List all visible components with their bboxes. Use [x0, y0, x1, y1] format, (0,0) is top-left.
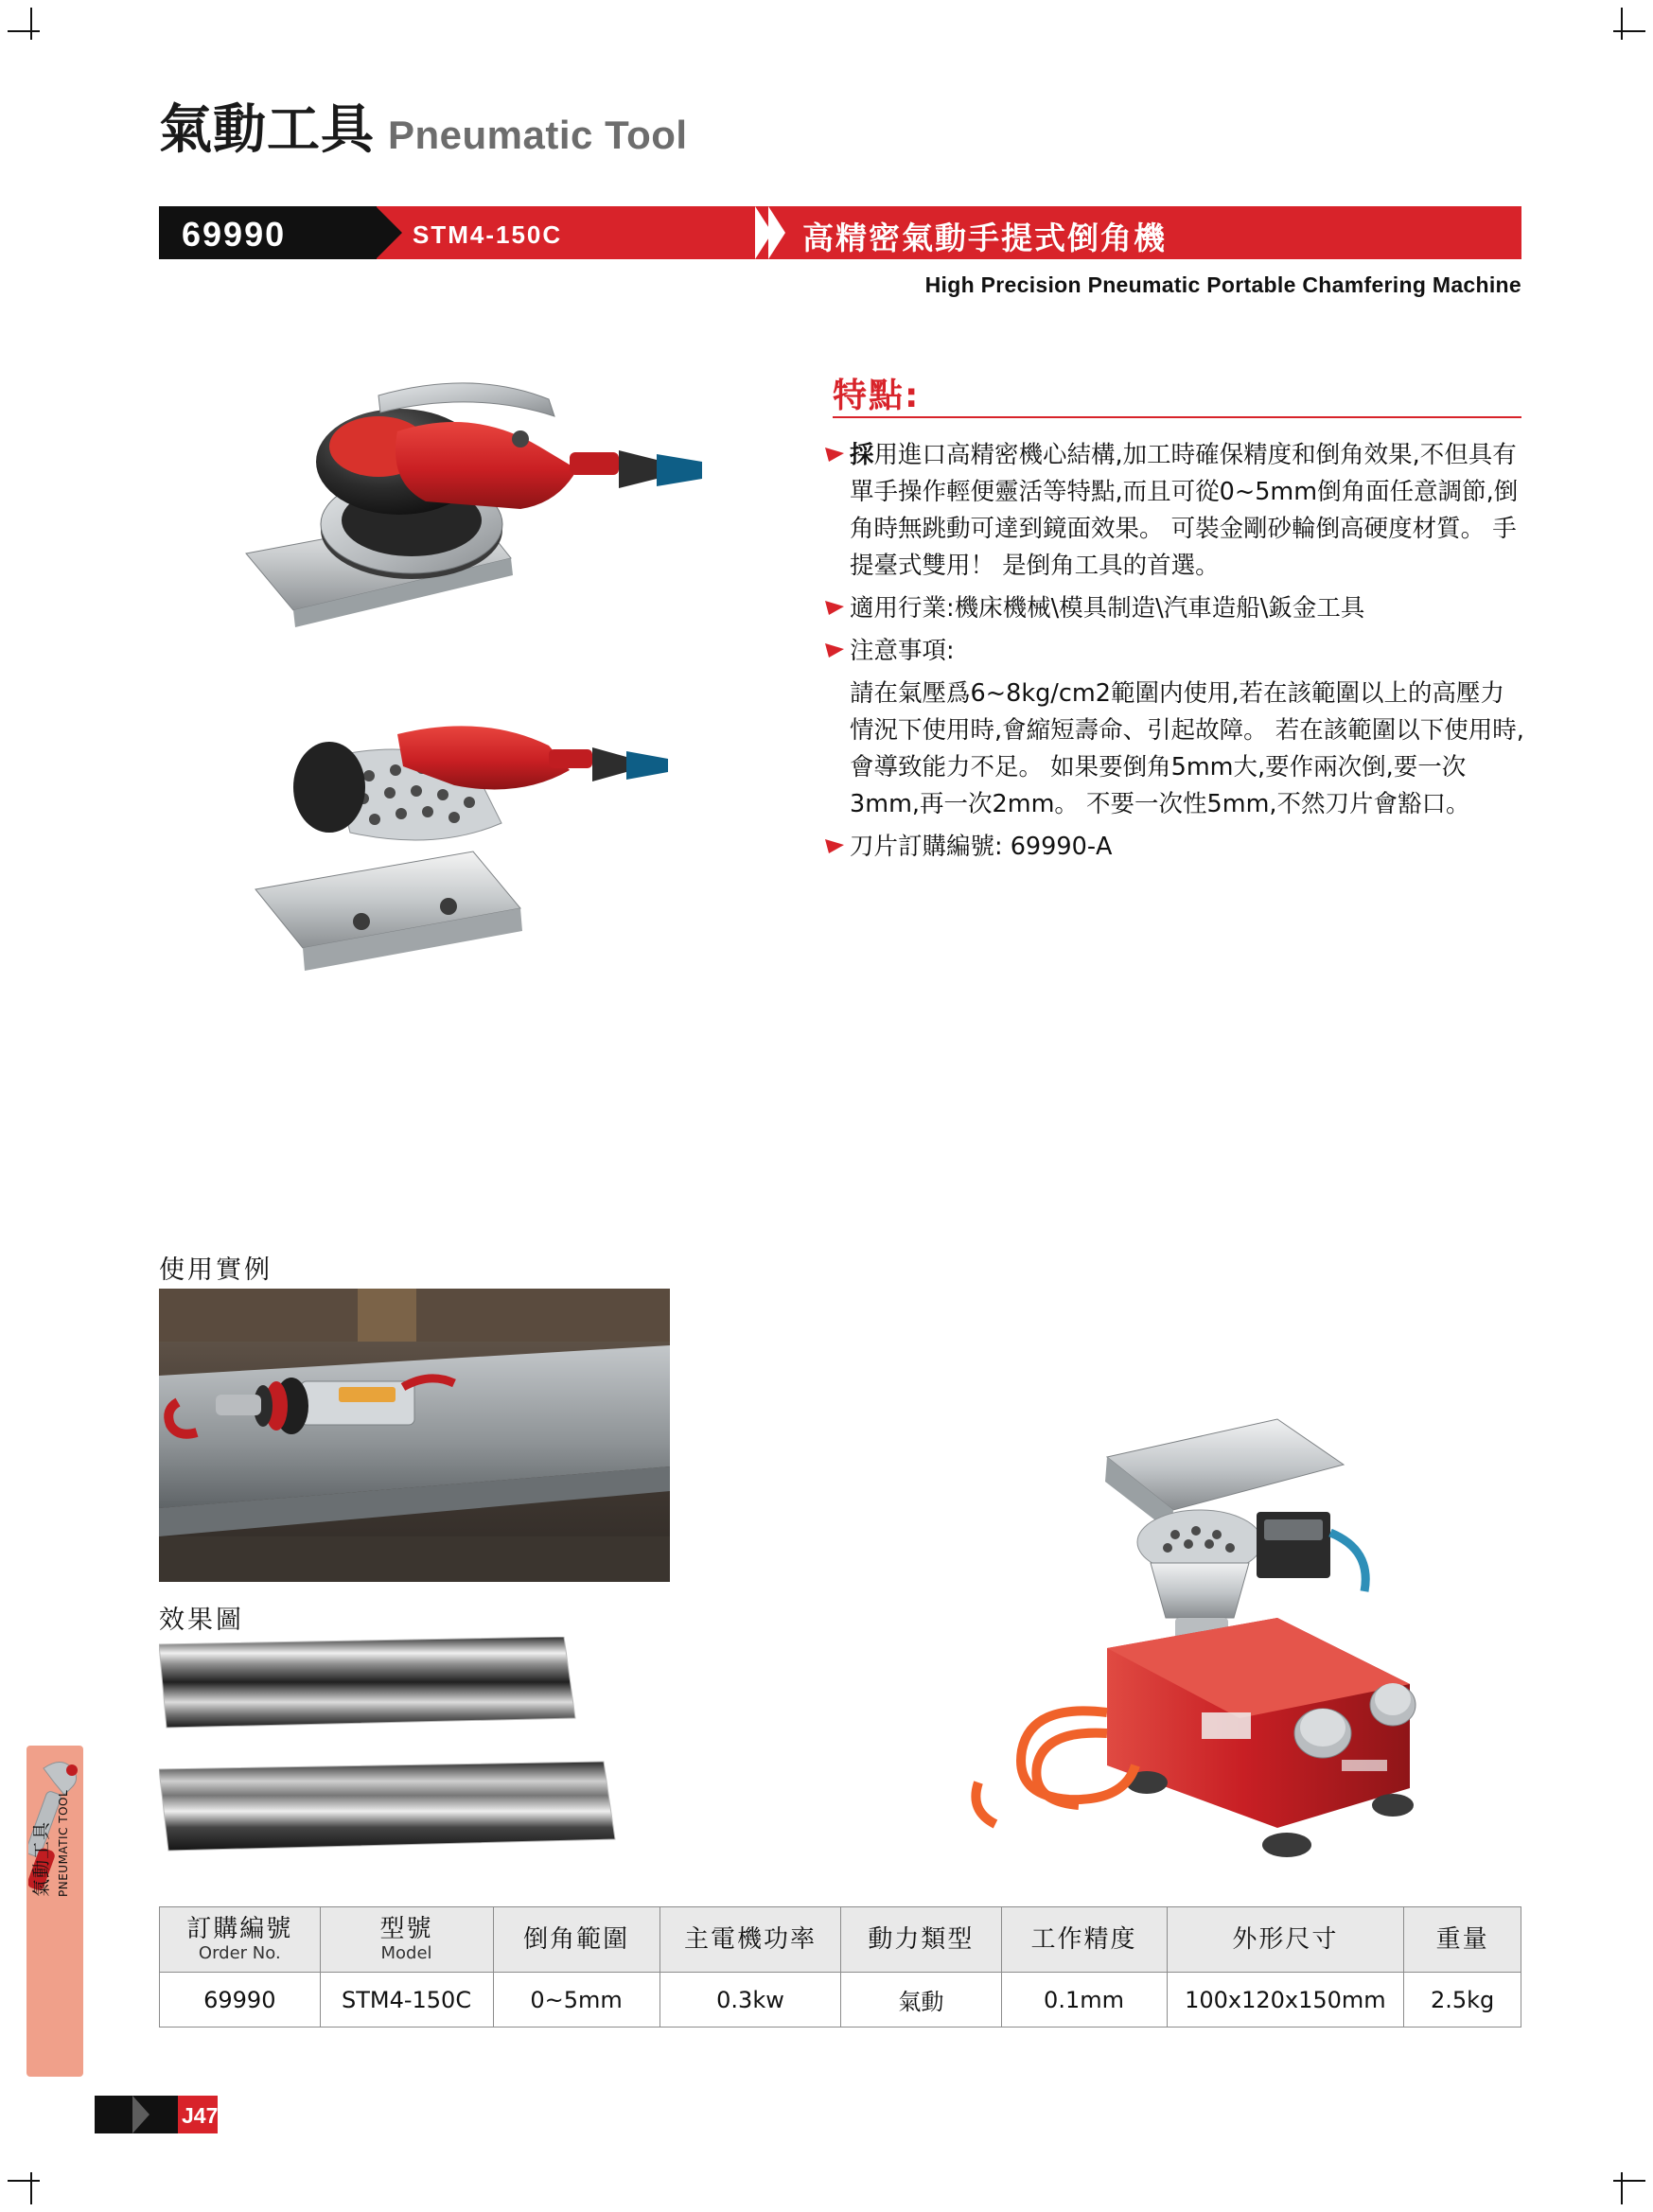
- crop-mark: [1613, 2180, 1645, 2182]
- table-header-cell: [160, 1907, 321, 1973]
- feature-text: 用進口高精密機心結構,加工時確保精度和倒角效果,不但具有單手操作輕便靈活等特點,而且可從0~5mm倒角面任意調節,倒角時無跳動可達到鏡面效果。 可裝金剛砂輪倒高硬度材質。 手提臺式雙用！ 是倒角工具的首選。: [850, 441, 1519, 580]
- header-cn: 外形尺寸: [1232, 1925, 1339, 1954]
- header-en: Model: [380, 1943, 432, 1963]
- triangle-bullet-icon: [825, 633, 850, 670]
- table-cell: 69990: [160, 1973, 321, 2028]
- table-header-cell: [320, 1907, 493, 1973]
- feature-item: [825, 590, 1525, 627]
- crop-mark: [1621, 2172, 1623, 2204]
- crop-mark: [8, 2180, 40, 2182]
- feature-text: 請在氣壓爲6~8kg/cm2範圍内使用,若在該範圍以上的高壓力情況下使用時,會縮短壽命、引起故障。 若在該範圍以下使用時,會導致能力不足。 如果要倒角5mm大,要作兩次倒,要一次3mm,再一次2mm。 不要一次性5mm,不然刀片會豁口。: [850, 679, 1524, 818]
- crop-mark: [30, 8, 32, 40]
- header-cn: 工作精度: [1030, 1925, 1137, 1954]
- header-cn: 動力類型: [868, 1925, 975, 1954]
- side-tab-text-en: PNEUMATIC TOOL: [57, 1789, 70, 1897]
- features-heading: 特點:: [833, 377, 921, 415]
- model-label: STM4-150C: [413, 220, 563, 249]
- triangle-bullet-spacer: [825, 676, 850, 823]
- table-cell: 氣動: [841, 1973, 1001, 2028]
- page-number: J47: [182, 2103, 219, 2128]
- table-header-cell: [659, 1907, 841, 1973]
- product-name-en: High Precision Pneumatic Portable Chamfering Machine: [924, 272, 1521, 297]
- usage-example-caption: 使用實例: [159, 1255, 273, 1285]
- header-title-cn: 氣動工具: [159, 99, 375, 161]
- effect-chart-photos: [159, 1637, 689, 1930]
- feature-lead: 採: [850, 441, 874, 469]
- header-en: Order No.: [198, 1943, 281, 1963]
- order-no-label: 69990: [182, 215, 287, 254]
- product-photo-top: [237, 341, 766, 691]
- page-number-block: [95, 2096, 218, 2133]
- product-title-bar: [159, 206, 1521, 259]
- header-cn: 倒角範圍: [523, 1925, 630, 1954]
- table-cell: 0~5mm: [493, 1973, 659, 2028]
- table-cell: 0.1mm: [1001, 1973, 1167, 2028]
- header-cn: 主電機功率: [684, 1925, 818, 1954]
- product-name-cn: 高精密氣動手提式倒角機: [802, 219, 1167, 256]
- side-tab: [26, 1746, 83, 2077]
- product-photo-side: [237, 700, 729, 1041]
- table-cell: 100x120x150mm: [1167, 1973, 1404, 2028]
- usage-example-photo: [159, 1289, 670, 1582]
- crop-mark: [1621, 8, 1623, 40]
- chevron-right-icon: [132, 2096, 149, 2133]
- crop-mark: [30, 2172, 32, 2204]
- header-title-en: Pneumatic Tool: [388, 113, 688, 157]
- header-cn: 型號: [379, 1915, 433, 1943]
- features-divider: [833, 416, 1521, 418]
- side-tab-text-cn: 氣動工具: [31, 1820, 52, 1897]
- crop-mark: [8, 30, 40, 32]
- triangle-bullet-icon: [825, 829, 850, 866]
- table-cell: 0.3kw: [659, 1973, 841, 2028]
- table-cell: 2.5kg: [1404, 1973, 1521, 2028]
- triangle-bullet-icon: [825, 437, 850, 585]
- feature-text: 刀片訂購編號: 69990-A: [850, 833, 1113, 861]
- feature-text: 適用行業:機床機械\模具制造\汽車造船\鈑金工具: [850, 594, 1365, 623]
- side-tab-text: [32, 1613, 74, 1897]
- page-header: [159, 99, 688, 161]
- header-cn: 重量: [1435, 1925, 1489, 1954]
- header-cn: 訂購編號: [186, 1915, 293, 1943]
- feature-text: 注意事項:: [850, 637, 955, 665]
- feature-item: [825, 829, 1525, 866]
- features-list: [825, 437, 1525, 871]
- table-row: [160, 1973, 1521, 2028]
- bench-machine-photo: [965, 1400, 1495, 1892]
- table-header-cell: [1404, 1907, 1521, 1973]
- table-cell: STM4-150C: [320, 1973, 493, 2028]
- spec-table: [159, 1906, 1521, 2028]
- feature-item: [825, 633, 1525, 670]
- table-header-cell: [1167, 1907, 1404, 1973]
- table-header-cell: [1001, 1907, 1167, 1973]
- chevron-right-icon: [755, 206, 783, 259]
- triangle-bullet-icon: [825, 590, 850, 627]
- effect-chart-caption: 效果圖: [159, 1606, 244, 1635]
- table-header-row: [160, 1907, 1521, 1973]
- feature-item: [825, 676, 1525, 823]
- table-header-cell: [493, 1907, 659, 1973]
- table-header-cell: [841, 1907, 1001, 1973]
- crop-mark: [1613, 30, 1645, 32]
- feature-item: [825, 437, 1525, 585]
